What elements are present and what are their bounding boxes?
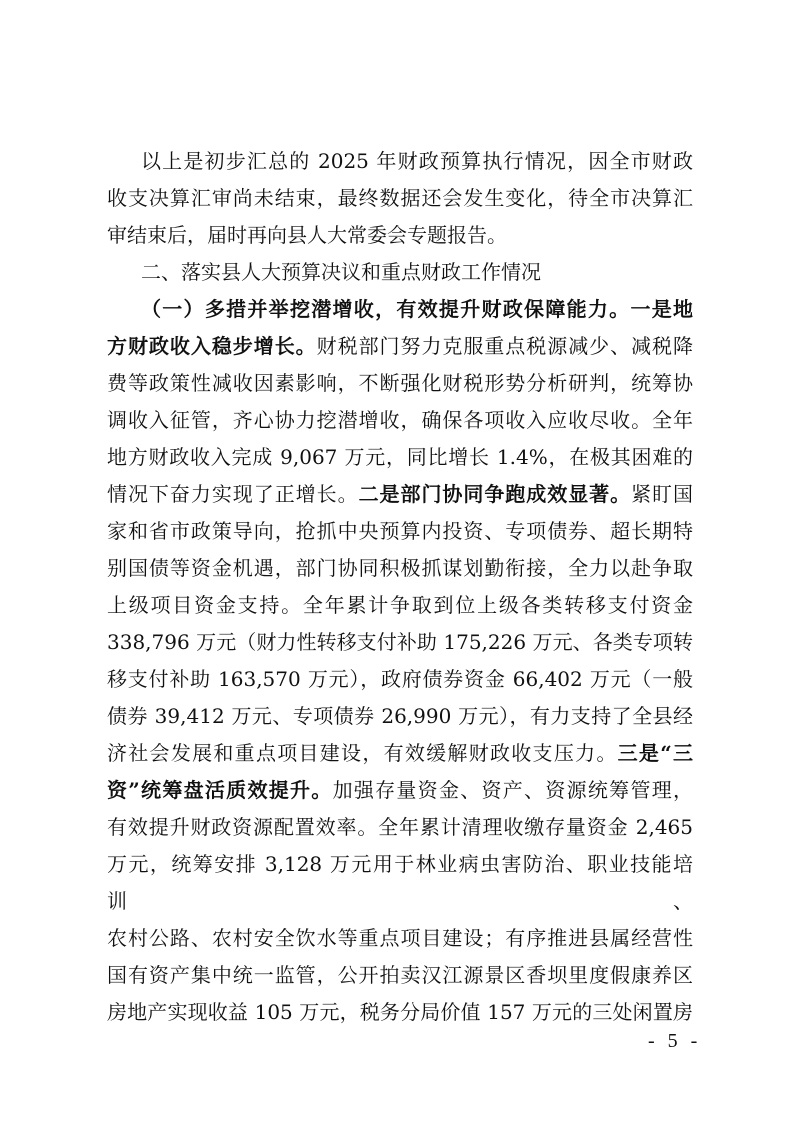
text-line [107, 513, 693, 550]
body-text: 地方财政收入完成 9,067 万元，同比增长 1.4%，在极其困难的 [107, 445, 693, 469]
body-text: 债券 39,412 万元、专项债券 26,990 万元），有力支持了全县经 [107, 704, 693, 728]
text-line [107, 994, 693, 1031]
text-line [107, 291, 693, 328]
text-line [107, 587, 693, 624]
text-line [107, 846, 693, 920]
body-text: 审结束后，届时再向县人大常委会专题报告。 [107, 223, 507, 247]
body-text: 移支付补助 163,570 万元），政府债券资金 66,402 万元（一般 [107, 667, 693, 691]
text-line [107, 550, 693, 587]
document-body [107, 143, 693, 1031]
body-text: 338,796 万元（财力性转移支付补助 175,226 万元、各类专项转 [107, 630, 693, 654]
body-text: 情况下奋力实现了正增长。 [107, 482, 359, 506]
body-text: 加强存量资金、资产、资源统筹管理， [332, 778, 693, 802]
body-text: 费等政策性减收因素影响，不断强化财税形势分析研判，统筹协 [107, 371, 693, 395]
body-text: 万元，统筹安排 3,128 万元用于林业病虫害防治、职业技能培训、 [107, 852, 693, 913]
text-line [107, 809, 693, 846]
text-line [107, 328, 693, 365]
text-line [107, 439, 693, 476]
text-line [107, 217, 693, 254]
text-line [107, 402, 693, 439]
body-text: 上级项目资金支持。全年累计争取到位上级各类转移支付资金 [107, 593, 693, 617]
body-text: 房地产实现收益 105 万元，税务分局价值 157 万元的三处闲置房 [107, 1000, 693, 1024]
text-line [107, 735, 693, 772]
text-line [107, 772, 693, 809]
body-text: 国有资产集中统一监管，公开拍卖汉江源景区香坝里度假康养区 [107, 963, 693, 987]
text-line [107, 957, 693, 994]
bold-text: 资”统筹盘活质效提升。 [107, 778, 333, 802]
body-text: 调收入征管，齐心协力挖潜增收，确保各项收入应收尽收。全年 [107, 408, 693, 432]
text-line [107, 920, 693, 957]
text-line [107, 698, 693, 735]
text-line [107, 365, 693, 402]
text-line [107, 624, 693, 661]
text-line [107, 254, 693, 291]
body-text: 有效提升财政资源配置效率。全年累计清理收缴存量资金 2,465 [107, 815, 693, 839]
bold-text: 二是部门协同争跑成效显著。 [358, 482, 632, 506]
text-line [107, 143, 693, 180]
body-text: 农村公路、农村安全饮水等重点项目建设；有序推进县属经营性 [107, 926, 693, 950]
body-text: 别国债等资金机遇，部门协同积极抓谋划勤衔接，全力以赴争取 [107, 556, 693, 580]
body-text: 以上是初步汇总的 2025 年财政预算执行情况，因全市财政 [141, 149, 693, 173]
body-text: 财税部门努力克服重点税源减少、减税降 [316, 334, 694, 358]
text-line [107, 661, 693, 698]
body-text: 家和省市政策导向，抢抓中央预算内投资、专项债券、超长期特 [107, 519, 693, 543]
body-text: 紧盯国 [631, 482, 694, 506]
text-line [107, 476, 693, 513]
body-text: 二、落实县人大预算决议和重点财政工作情况 [141, 260, 541, 284]
bold-text: 三是“三 [617, 741, 693, 765]
body-text: 济社会发展和重点项目建设，有效缓解财政收支压力。 [107, 741, 618, 765]
bold-text: 方财政收入稳步增长。 [107, 334, 317, 358]
body-text: 收支决算汇审尚未结束，最终数据还会发生变化，待全市决算汇 [107, 186, 693, 210]
bold-text: （一）多措并举挖潜增收，有效提升财政保障能力。一是地 [141, 297, 693, 321]
text-line [107, 180, 693, 217]
page-number: - 5 - [648, 1030, 702, 1052]
